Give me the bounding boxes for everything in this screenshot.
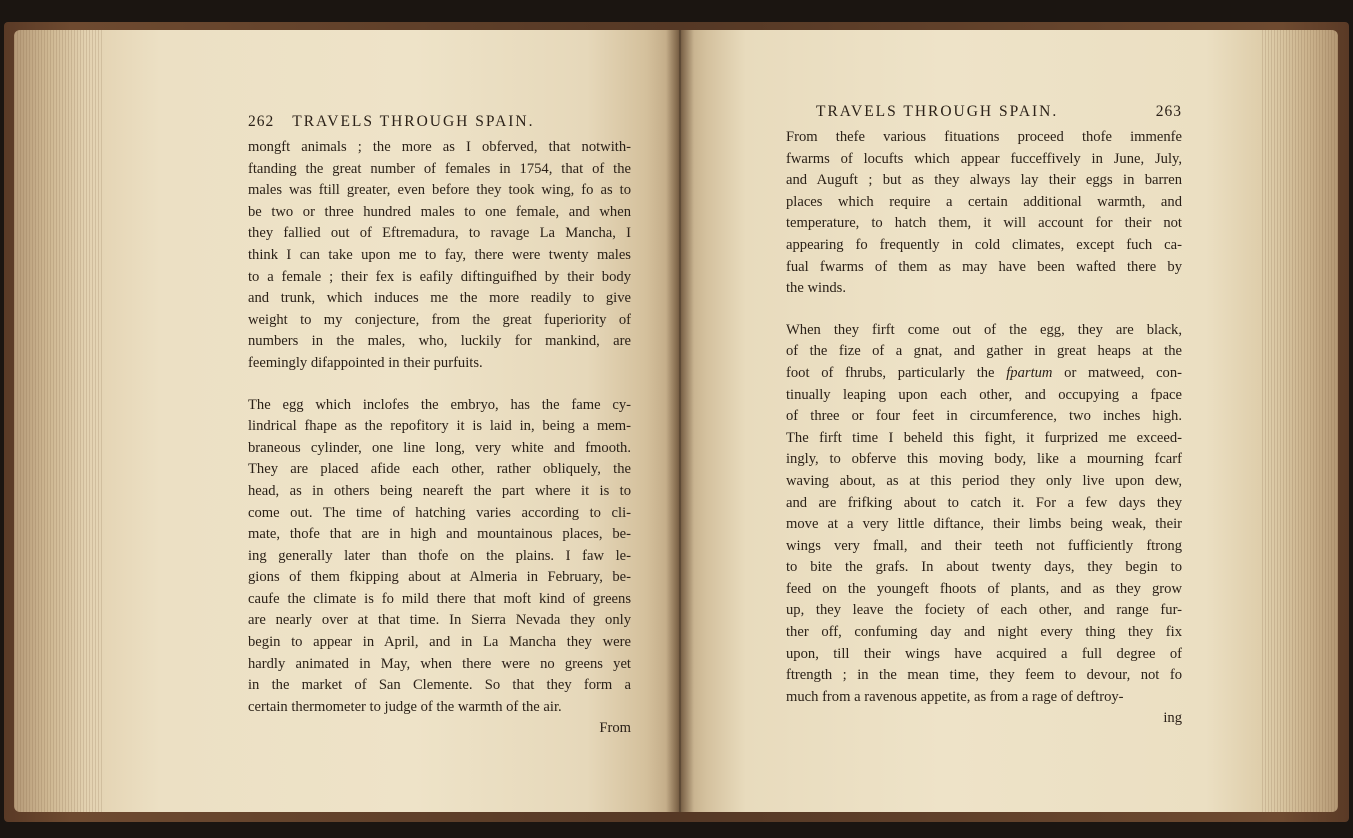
text-line: wings very fmall, and their teeth not fufficiently ftrong [786,537,1182,554]
right-page-body [786,127,1182,708]
text-line: ingly, to obferve this moving body, like a mourning fcarf [786,451,1182,468]
text-line: move at a very little diftance, their limbs being weak, their [786,516,1182,533]
text-line: be two or three hundred males to one female, and when [248,203,631,220]
text-line: of three or four feet in circumference, two inches high. [786,408,1182,425]
text-line: think I can take upon me to fay, there were twenty males [248,246,631,263]
text-line: are nearly over at that time. In Sierra Nevada they only [248,612,631,629]
text-line: From thefe various fituations proceed thofe immenfe [786,129,1182,145]
paragraph-gap [248,375,631,395]
text-line: begin to appear in April, and in La Mancha they were [248,634,631,651]
text-line: caufe the climate is fo mild there that moft kind of greens [248,590,631,607]
right-catchword: ing [1163,710,1182,727]
text-line: and are frifking about to catch it. For a few days they [786,494,1182,511]
text-line: mate, thofe that are in high and mountainous places, be- [248,526,631,543]
text-line: much from a ravenous appetite, as from a rage of deftroy- [786,688,1124,705]
left-page-number: 262 [248,113,275,130]
text-line: upon, till their wings have acquired a full degree of [786,645,1182,662]
left-running-title: TRAVELS THROUGH SPAIN. [292,113,535,130]
right-running-title: TRAVELS THROUGH SPAIN. [816,103,1059,120]
text-line: mongft animals ; the more as I obferved, that notwith- [248,139,631,155]
text-line: males was ftill greater, even before they took wing, fo as to [248,182,631,199]
text-line: The firft time I beheld this fight, it furprized me exceed- [786,429,1182,446]
text-line: The egg which inclofes the embryo, has the fame cy- [248,396,631,413]
left-page-text [248,113,631,740]
text-line: fwarms of locufts which appear fucceffively in June, July, [786,150,1182,167]
right-page-text [786,103,1182,730]
text-line: ftanding the great number of females in 1754, that of the [248,160,631,177]
text-line: feemingly difappointed in their purfuits. [248,354,483,371]
left-running-head [248,113,631,131]
text-line: fual fwarms of them as may have been wafted there by [786,258,1182,275]
text-line: head, as in others being neareft the part where it is to [248,482,631,499]
paragraph-gap [786,300,1182,320]
text-line: feed on the youngeft fhoots of plants, and as they grow [786,580,1182,597]
right-page-number: 263 [1155,103,1182,120]
text-line: up, they leave the fociety of each other, and range fur- [786,602,1182,619]
text-line: foot of fhrubs, particularly the fpartum or matweed, con- [786,364,1183,381]
text-line: they fallied out of Eftremadura, to ravage La Mancha, I [248,225,631,242]
text-line: of the fize of a gnat, and gather in great heaps at the [786,343,1182,360]
text-line: and trunk, which induces me the more readily to give [248,290,631,307]
text-line: the winds. [786,280,846,297]
text-line: to bite the grafs. In about twenty days, they begin to [786,559,1182,576]
text-line: braneous cylinder, one line long, very white and fmooth. [248,439,631,456]
text-line: weight to my conjecture, from the great fuperiority of [248,311,631,328]
text-line: ing generally later than thofe on the plains. I faw le- [248,547,631,564]
text-line: tinually leaping upon each other, and occupying a fpace [786,386,1182,403]
right-running-head [786,103,1182,121]
text-line: lindrical fhape as the repofitory it is laid in, being a mem- [248,418,631,435]
left-catchword: From [599,720,631,737]
text-line: waving about, as at this period they only live upon dew, [786,472,1182,489]
text-line: gions of them fkipping about at Almeria in February, be- [248,569,631,586]
text-line: places which require a certain additional warmth, and [786,193,1182,210]
left-page-body [248,137,631,718]
text-line: appearing fo frequently in cold climates, except fuch ca- [786,236,1182,253]
text-line: When they firft come out of the egg, they are black, [786,321,1182,338]
text-line: temperature, to hatch them, it will account for their not [786,215,1182,232]
text-line: hardly animated in May, when there were no greens yet [248,655,631,672]
text-line: They are placed afide each other, rather obliquely, the [248,461,631,478]
text-line: numbers in the males, who, luckily for mankind, are [248,333,631,350]
text-line: to a female ; their fex is eafily diftinguifhed by their body [248,268,631,285]
text-line: certain thermometer to judge of the warmth of the air. [248,698,562,715]
text-line: ftrength ; in the mean time, they feem to devour, not fo [786,667,1182,684]
text-line: come out. The time of hatching varies according to cli- [248,504,631,521]
text-line: and Auguft ; but as they always lay their eggs in barren [786,172,1182,189]
text-line: ther off, confuming day and night every thing they fix [786,624,1182,641]
text-line: in the market of San Clemente. So that they form a [248,677,631,694]
